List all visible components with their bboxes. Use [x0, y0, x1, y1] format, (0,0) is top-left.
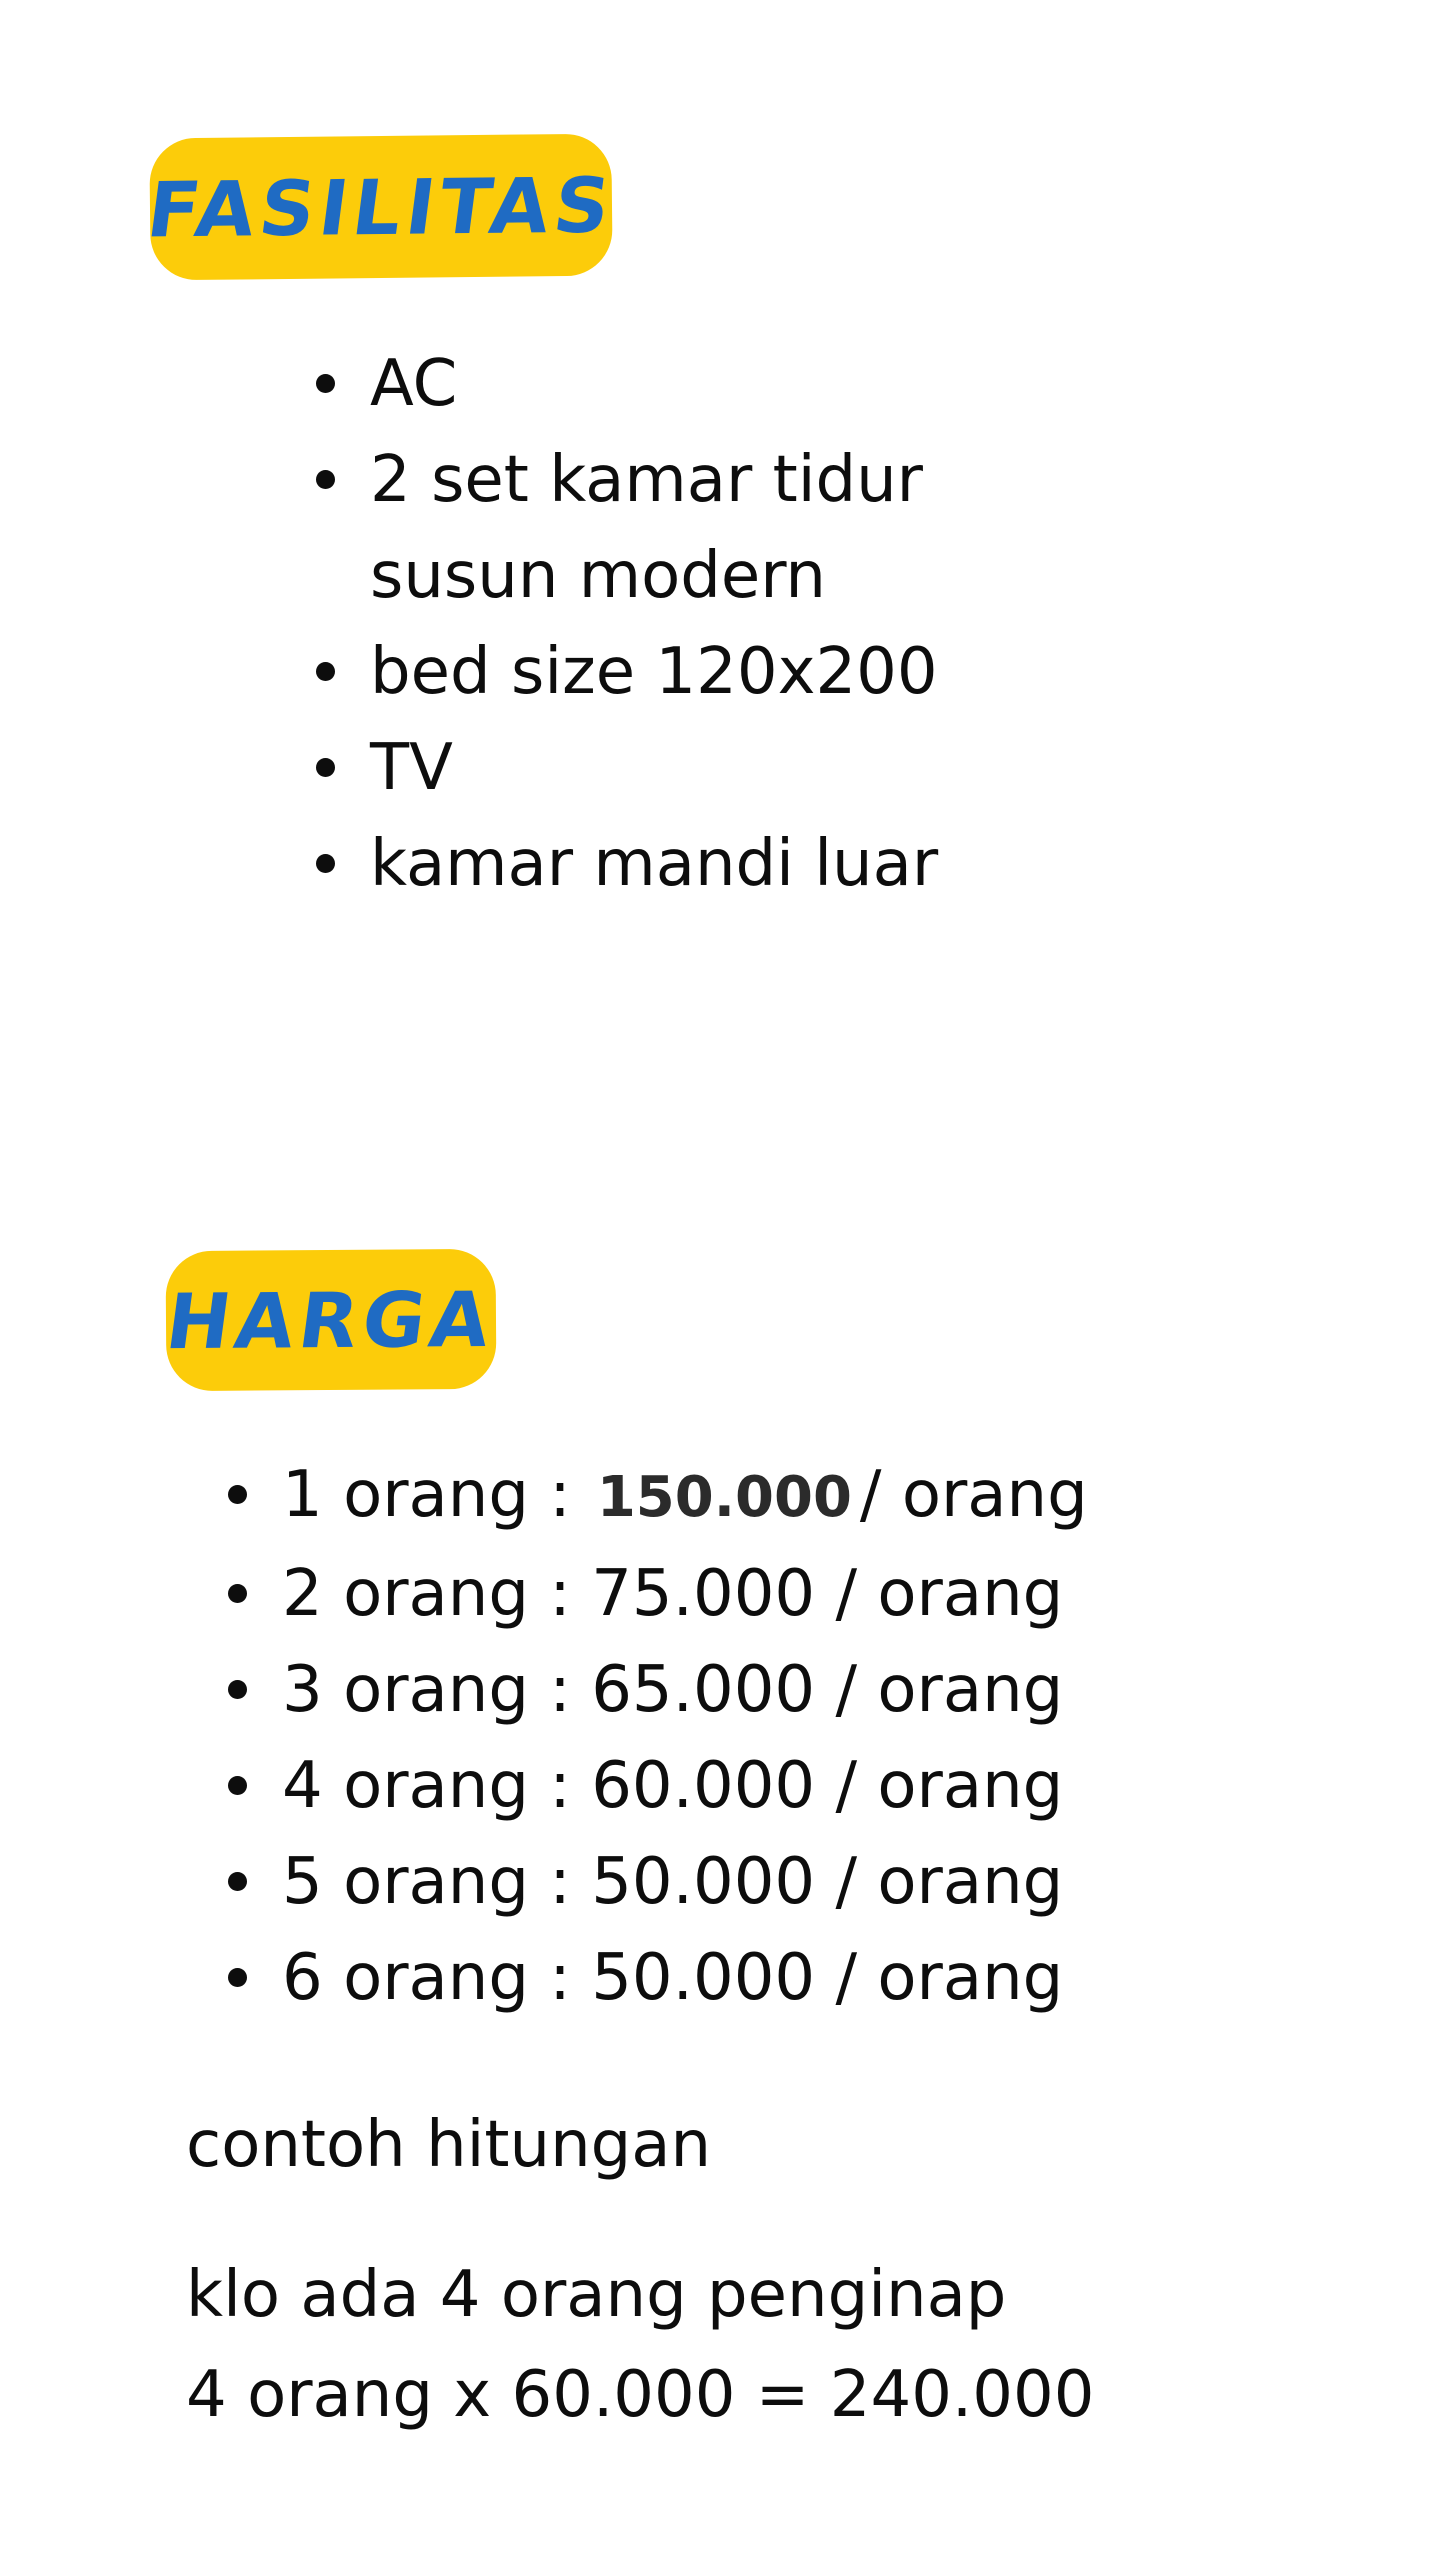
- harga-heading: HARGA: [161, 1274, 501, 1366]
- contoh-hitungan-line-2: 4 orang x 60.000 = 240.000: [186, 2358, 1095, 2432]
- harga-item-label: 1 orang :: [282, 1458, 571, 1532]
- harga-list: [228, 1447, 1088, 2026]
- fasilitas-item-kamar-mandi: kamar mandi luar: [316, 816, 938, 912]
- fasilitas-heading-badge: [142, 134, 620, 281]
- harga-heading-badge: [161, 1249, 501, 1391]
- harga-item-5-orang: 5 orang : 50.000 / orang: [228, 1834, 1088, 1930]
- fasilitas-item-ac: AC: [316, 336, 938, 432]
- harga-item-price: 150.000: [596, 1465, 852, 1530]
- fasilitas-item-kamar-tidur-cont: susun modern: [370, 539, 826, 613]
- harga-item-6-orang: 6 orang : 50.000 / orang: [228, 1930, 1088, 2026]
- fasilitas-item-tv: TV: [316, 720, 938, 816]
- harga-item-suffix: / orang: [859, 1458, 1088, 1532]
- contoh-hitungan-line-1: klo ada 4 orang penginap: [186, 2258, 1007, 2332]
- harga-item-2-orang: 2 orang : 75.000 / orang: [228, 1546, 1088, 1642]
- fasilitas-item-bed-size: bed size 120x200: [316, 624, 938, 720]
- fasilitas-list: [316, 336, 938, 912]
- fasilitas-item-kamar-tidur: 2 set kamar tidur susun modern: [316, 432, 938, 624]
- fasilitas-heading: FASILITAS: [142, 159, 620, 255]
- harga-item-1-orang: [228, 1447, 1088, 1546]
- contoh-hitungan-title: contoh hitungan: [186, 2108, 712, 2182]
- harga-item-4-orang: 4 orang : 60.000 / orang: [228, 1738, 1088, 1834]
- harga-item-3-orang: 3 orang : 65.000 / orang: [228, 1642, 1088, 1738]
